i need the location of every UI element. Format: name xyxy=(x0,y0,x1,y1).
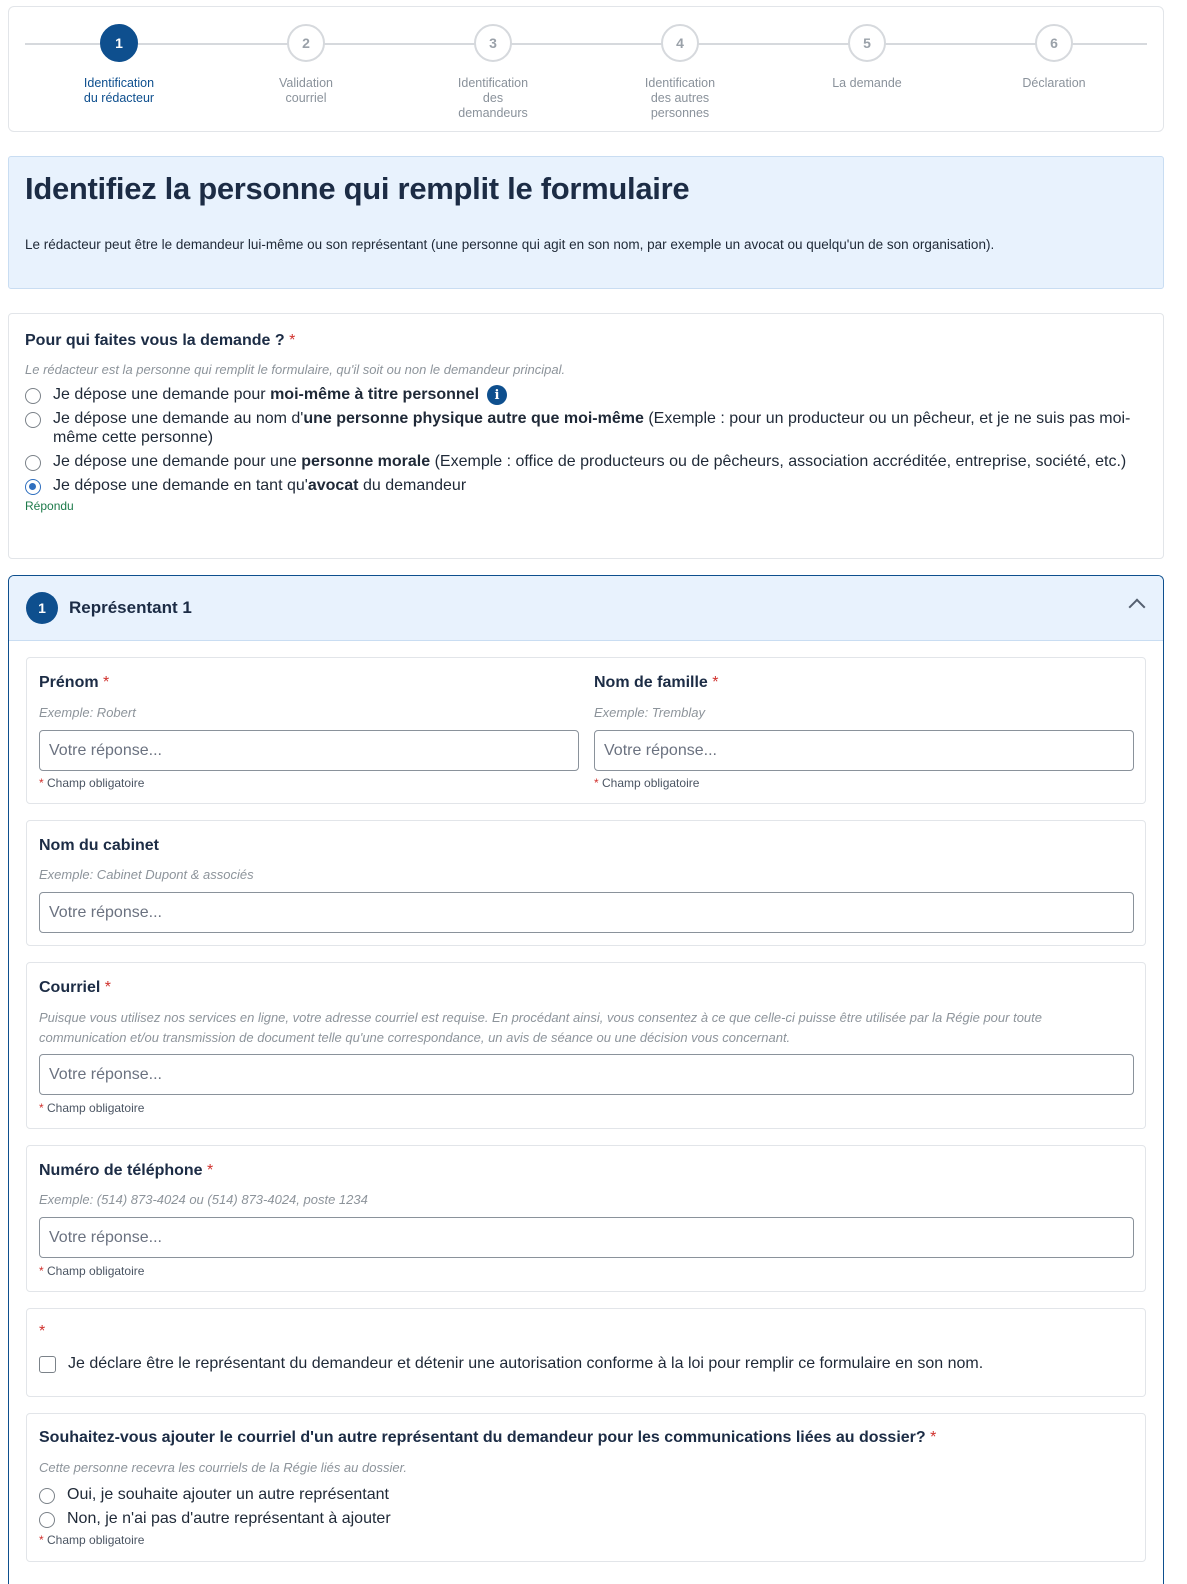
other-rep-option-no[interactable] xyxy=(39,1509,391,1528)
step-number: 1 xyxy=(100,24,138,62)
radio-button[interactable] xyxy=(39,1488,55,1504)
step-label: La demande xyxy=(832,76,902,90)
option-label: Je dépose une demande au nom d'une personne physique autre que moi-même (Exemple : pour un producteur ou un pêcheur, et je ne suis pas moi-même cette personne) xyxy=(53,410,1131,446)
step-number: 5 xyxy=(848,24,886,62)
option-other-person[interactable] xyxy=(25,409,1147,447)
step-label: Identification du rédacteur xyxy=(83,76,155,105)
option-self[interactable] xyxy=(25,385,1147,405)
step-label: Identification des demandeurs xyxy=(457,76,529,120)
required-marker: * xyxy=(289,332,296,349)
first-name-label: Prénom * xyxy=(39,674,110,691)
firm-field-card xyxy=(26,820,1146,946)
phone-input[interactable]: Votre réponse... xyxy=(39,1217,1134,1258)
first-name-hint: Exemple: Robert xyxy=(39,705,136,720)
phone-mandatory: * Champ obligatoire xyxy=(39,1264,145,1278)
radio-group xyxy=(25,385,1147,495)
declaration-card xyxy=(26,1308,1146,1397)
radio-button[interactable] xyxy=(39,1512,55,1528)
declaration-checkbox-row[interactable] xyxy=(39,1355,983,1373)
representative-header[interactable] xyxy=(9,576,1163,641)
last-name-mandatory: * Champ obligatoire xyxy=(594,776,700,790)
email-field-card xyxy=(26,962,1146,1129)
option-label: Oui, je souhaite ajouter un autre représentant xyxy=(67,1486,389,1503)
representative-number: 1 xyxy=(26,592,58,624)
step-1[interactable] xyxy=(59,24,179,106)
firm-input[interactable]: Votre réponse... xyxy=(39,892,1134,933)
email-mandatory: * Champ obligatoire xyxy=(39,1101,145,1115)
step-number: 4 xyxy=(661,24,699,62)
first-name-input[interactable]: Votre réponse... xyxy=(39,730,579,771)
radio-button-checked[interactable] xyxy=(25,479,41,495)
progress-stepper xyxy=(8,6,1164,132)
step-6[interactable] xyxy=(994,24,1114,91)
step-label: Identification des autres personnes xyxy=(644,76,716,120)
other-rep-hint: Cette personne recevra les courriels de la Régie liés au dossier. xyxy=(39,1460,408,1475)
stepper-line xyxy=(25,43,1147,45)
other-rep-option-yes[interactable] xyxy=(39,1485,389,1504)
required-marker: * xyxy=(39,1323,46,1340)
question-title xyxy=(25,332,1147,350)
step-5[interactable] xyxy=(807,24,927,91)
step-3[interactable] xyxy=(433,24,553,121)
last-name-hint: Exemple: Tremblay xyxy=(594,705,706,720)
intro-text: Le rédacteur peut être le demandeur lui-même ou son représentant (une personne qui agit en son nom, par exemple un avocat ou quelqu'un de son organisation). xyxy=(25,237,995,252)
answered-status: Répondu xyxy=(25,499,74,513)
declaration-text: Je déclare être le représentant du demandeur et détenir une autorisation conforme à la loi pour remplir ce formulaire en son nom. xyxy=(68,1355,984,1372)
firm-hint: Exemple: Cabinet Dupont & associés xyxy=(39,867,254,882)
email-label: Courriel * xyxy=(39,979,112,996)
step-2[interactable] xyxy=(246,24,366,106)
phone-field-card xyxy=(26,1145,1146,1292)
radio-button[interactable] xyxy=(25,412,41,428)
representative-title: Représentant 1 xyxy=(69,598,192,617)
firm-label: Nom du cabinet xyxy=(39,837,160,854)
option-label: Non, je n'ai pas d'autre représentant à ajouter xyxy=(67,1510,391,1527)
question-hint: Le rédacteur est la personne qui remplit le formulaire, qu'il soit ou non le demandeur principal. xyxy=(25,362,566,377)
option-lawyer[interactable] xyxy=(25,476,1147,495)
declaration-checkbox[interactable] xyxy=(39,1356,56,1373)
last-name-label: Nom de famille * xyxy=(594,674,719,691)
option-label: Je dépose une demande pour une personne morale (Exemple : office de producteurs ou de pêcheurs, association accréditée, entreprise, société, etc.) xyxy=(53,453,1127,470)
page-title: Identifiez la personne qui remplit le formulaire xyxy=(25,171,690,206)
option-label: Je dépose une demande en tant qu'avocat du demandeur xyxy=(53,477,467,494)
other-rep-question: Souhaitez-vous ajouter le courriel d'un autre représentant du demandeur pour les communications liées au dossier? * xyxy=(39,1429,937,1446)
step-label: Déclaration xyxy=(1022,76,1086,90)
name-fields-card xyxy=(26,657,1146,804)
chevron-up-icon[interactable] xyxy=(1129,599,1146,616)
phone-label: Numéro de téléphone * xyxy=(39,1162,214,1179)
email-input[interactable]: Votre réponse... xyxy=(39,1054,1134,1095)
question-title-text: Pour qui faites vous la demande ? xyxy=(25,332,285,349)
option-legal-entity[interactable] xyxy=(25,452,1147,471)
other-rep-mandatory: * Champ obligatoire xyxy=(39,1533,145,1547)
option-label: Je dépose une demande pour moi-même à titre personnel i xyxy=(53,385,507,405)
step-number: 2 xyxy=(287,24,325,62)
radio-button[interactable] xyxy=(25,388,41,404)
intro-banner xyxy=(8,156,1164,289)
step-number: 6 xyxy=(1035,24,1073,62)
representative-section xyxy=(8,575,1164,1584)
email-hint: Puisque vous utilisez nos services en ligne, votre adresse courriel est requise. En procédant ainsi, vous consentez à ce que celle-ci puisse être utilisée par la Régie pour toute communication et/ou transmission de document telle qu'une correspondance, un avis de séance ou une décision vous concernant. xyxy=(39,1010,1042,1045)
radio-button[interactable] xyxy=(25,455,41,471)
step-label: Validation courriel xyxy=(279,76,333,105)
phone-hint: Exemple: (514) 873-4024 ou (514) 873-4024, poste 1234 xyxy=(39,1192,368,1207)
other-representative-card xyxy=(26,1413,1146,1562)
first-name-mandatory: * Champ obligatoire xyxy=(39,776,145,790)
step-4[interactable] xyxy=(620,24,740,121)
info-icon[interactable]: i xyxy=(487,385,507,405)
last-name-input[interactable]: Votre réponse... xyxy=(594,730,1134,771)
requester-type-question xyxy=(8,313,1164,559)
step-number: 3 xyxy=(474,24,512,62)
